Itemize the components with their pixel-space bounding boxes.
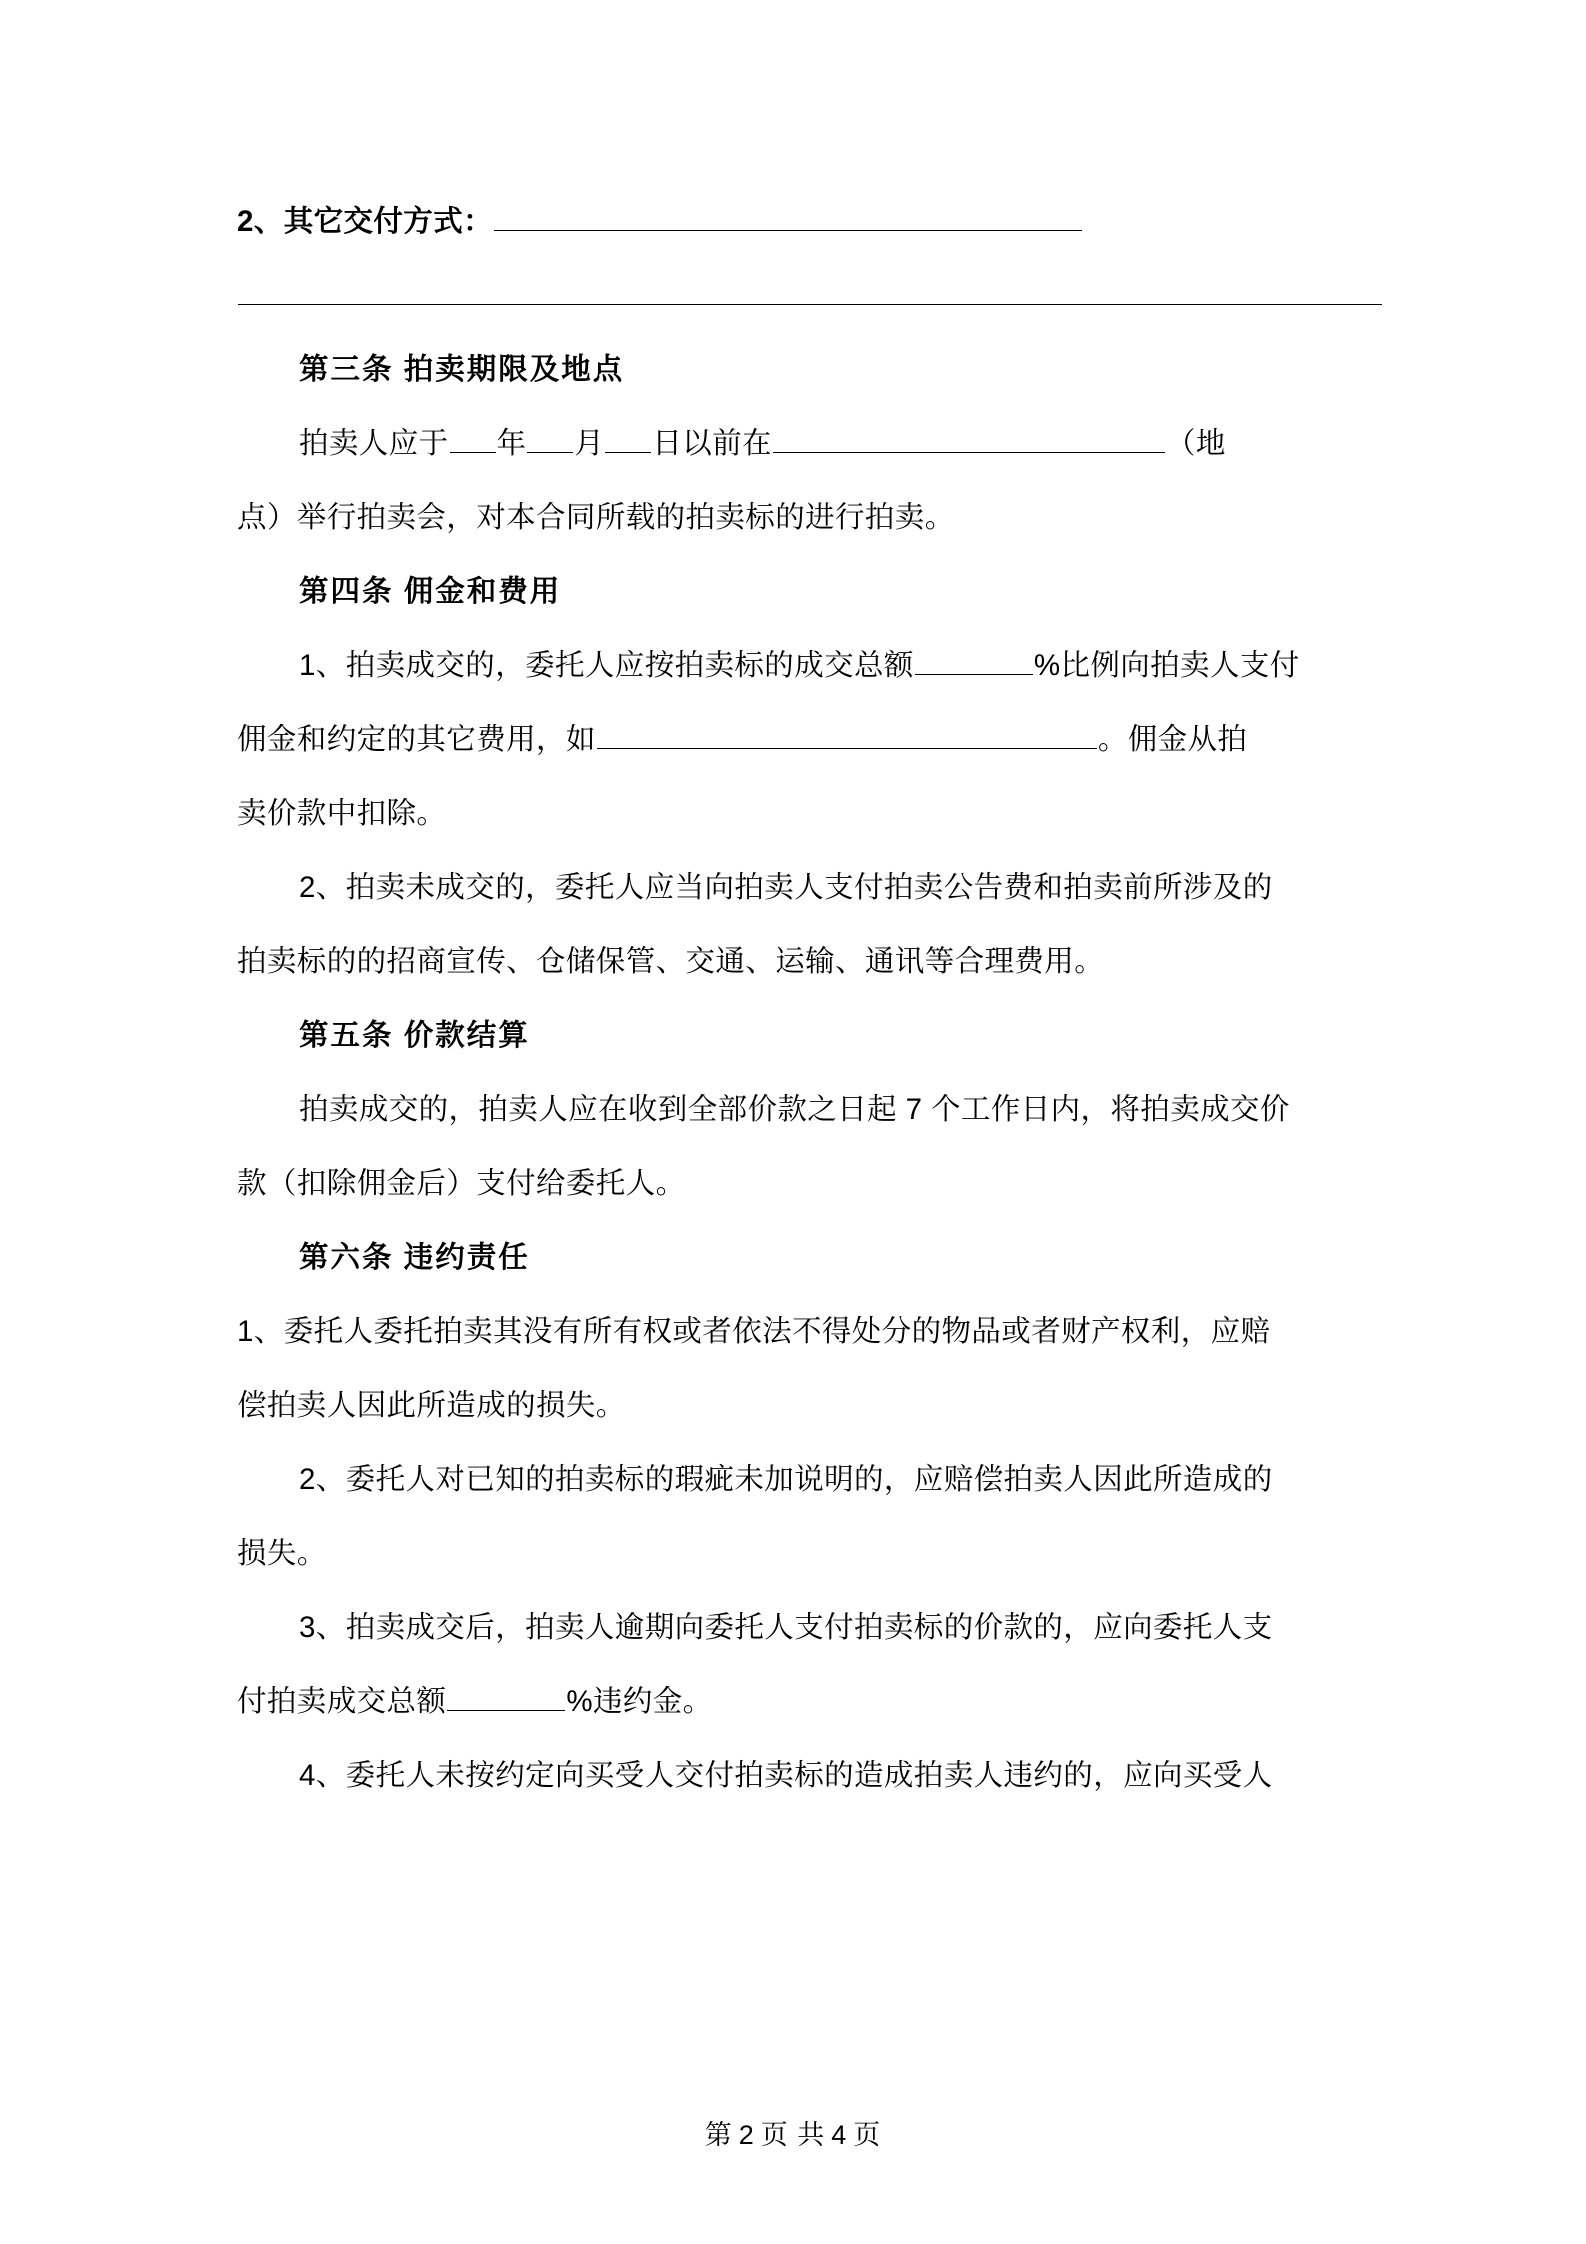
section4-item1-text-d: 。佣金从拍 [1097,723,1248,756]
section6-item2-line1: 2、委托人对已知的拍卖标的瑕疵未加说明的，应赔偿拍卖人因此所造成的 [299,1463,1273,1496]
section3-line1-text-d: 日以前在 [652,427,772,460]
section4-item1-text-b: %比例向拍卖人支付 [1033,649,1300,682]
section6-item1-line1: 1、委托人委托拍卖其没有所有权或者依法不得处分的物品或者财产权利，应赔 [237,1315,1271,1348]
section3-line1 [237,407,1381,481]
other-delivery-blank-1[interactable] [494,204,1082,231]
footer-total-pages: 4 [831,2120,848,2150]
section3-line1-text-a: 拍卖人应于 [299,427,449,460]
section6-item3-line1: 3、拍卖成交后，拍卖人逾期向委托人支付拍卖标的价款的，应向委托人支 [299,1611,1273,1644]
section4-commission-rate-blank[interactable] [915,648,1033,675]
section3-title: 第三条 拍卖期限及地点 [299,353,625,386]
section3-year-blank[interactable] [450,426,496,453]
paragraph-other-delivery [237,185,1381,259]
section6-item1-line2: 偿拍卖人因此所造成的损失。 [237,1389,626,1422]
section4-item1-line1 [237,629,1381,703]
section3-line1-text-b: 年 [496,427,527,460]
section6-item3-text-a: 付拍卖成交总额 [237,1685,447,1718]
other-delivery-label: 2、其它交付方式： [237,205,494,238]
section6-item3-line2 [237,1665,1381,1739]
section5-title: 第五条 价款结算 [299,1019,530,1052]
section4-item1-line2 [237,703,1381,777]
section4-item2-line2: 拍卖标的的招商宣传、仓储保管、交通、运输、通讯等合理费用。 [237,945,1105,978]
other-delivery-blank-2[interactable] [238,278,1382,305]
section6-item2-line2: 损失。 [237,1537,327,1570]
section4-other-fees-blank[interactable] [597,722,1097,749]
section3-month-blank[interactable] [527,426,573,453]
footer-page-number: 2 [738,2120,755,2150]
section4-title: 第四条 佣金和费用 [299,575,562,608]
section3-line1-text-c: 月 [574,427,605,460]
section5-line2: 款（扣除佣金后）支付给委托人。 [237,1167,686,1200]
section3-line1-text-e: （地 [1165,427,1226,460]
section4-item1-line3: 卖价款中扣除。 [237,797,447,830]
section4-item1-text-a: 1、拍卖成交的，委托人应按拍卖标的成交总额 [299,649,914,682]
footer-prefix: 第 [704,2120,733,2150]
footer-suffix: 页 [853,2120,882,2150]
section6-item4-line1: 4、委托人未按约定向买受人交付拍卖标的造成拍卖人违约的，应向买受人 [299,1759,1273,1792]
section6-penalty-rate-blank[interactable] [447,1684,565,1711]
section3-place-blank[interactable] [773,426,1165,453]
section4-item1-text-c: 佣金和约定的其它费用，如 [237,723,596,756]
paragraph-other-delivery-line2 [237,259,1381,333]
footer-middle: 页 共 [760,2120,826,2150]
section3-line2: 点）举行拍卖会，对本合同所载的拍卖标的进行拍卖。 [237,501,955,534]
section5-line1: 拍卖成交的，拍卖人应在收到全部价款之日起 7 个工作日内，将拍卖成交价 [299,1093,1290,1126]
section4-item2-line1: 2、拍卖未成交的，委托人应当向拍卖人支付拍卖公告费和拍卖前所涉及的 [299,871,1273,904]
section6-title: 第六条 违约责任 [299,1241,530,1274]
section3-day-blank[interactable] [605,426,651,453]
section6-item3-text-b: %违约金。 [566,1685,713,1718]
page-footer [0,2113,1586,2152]
